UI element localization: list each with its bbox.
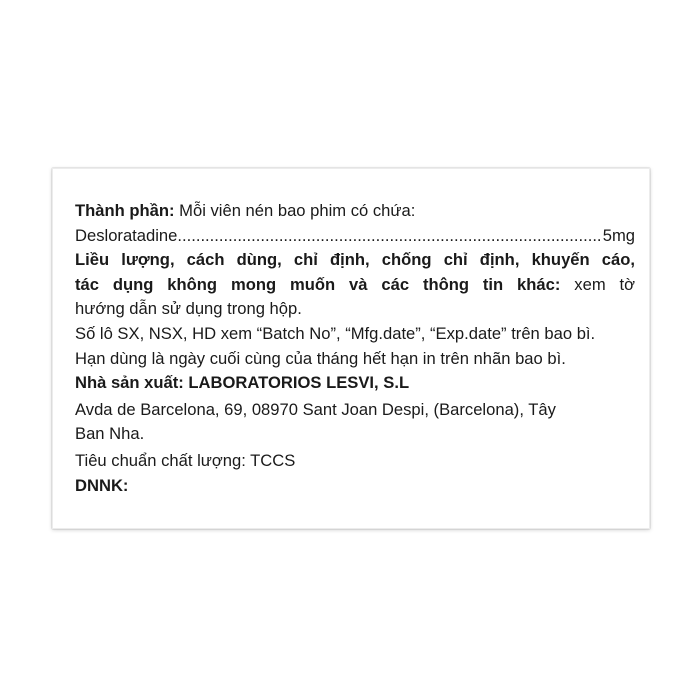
manufacturer-name: LABORATORIOS LESVI, S.L	[183, 373, 410, 393]
expiry-info-line: Hạn dùng là ngày cuối cùng của tháng hết hạn in trên nhãn bao bì.	[75, 348, 566, 368]
dosage-text-line3: hướng dẫn sử dụng trong hộp.	[75, 299, 302, 319]
label-panel	[52, 168, 650, 529]
address-line2: Ban Nha.	[75, 424, 145, 444]
dosage-heading-line2	[75, 273, 635, 298]
dot-leader	[177, 224, 602, 249]
quality-standard-line: Tiêu chuẩn chất lượng: TCCS	[75, 450, 296, 470]
dosage-heading-text: tác dụng không mong muốn và các thông tin khác:	[75, 274, 561, 294]
address-line1: Avda de Barcelona, 69, 08970 Sant Joan Despi, (Barcelona), Tây	[75, 399, 556, 419]
batch-info-line: Số lô SX, NSX, HD xem “Batch No”, “Mfg.date”, “Exp.date” trên bao bì.	[75, 323, 596, 343]
manufacturer-line	[75, 371, 635, 396]
active-ingredient-dose: 5mg	[602, 225, 635, 245]
ingredients-line	[75, 199, 635, 224]
active-ingredient-name: Desloratadine	[75, 225, 178, 245]
ingredients-label: Thành phần:	[75, 201, 175, 220]
label-text-block	[75, 199, 635, 498]
active-ingredient-line	[75, 224, 635, 249]
manufacturer-label: Nhà sản xuất:	[75, 373, 184, 393]
importer-label: DNNK:	[75, 475, 129, 495]
ingredients-text: Mỗi viên nén bao phim có chứa:	[174, 201, 416, 220]
dosage-see-text: xem tờ	[560, 274, 636, 294]
dosage-heading-line1: Liều lượng, cách dùng, chỉ định, chống chỉ định, khuyến cáo,	[75, 250, 635, 270]
